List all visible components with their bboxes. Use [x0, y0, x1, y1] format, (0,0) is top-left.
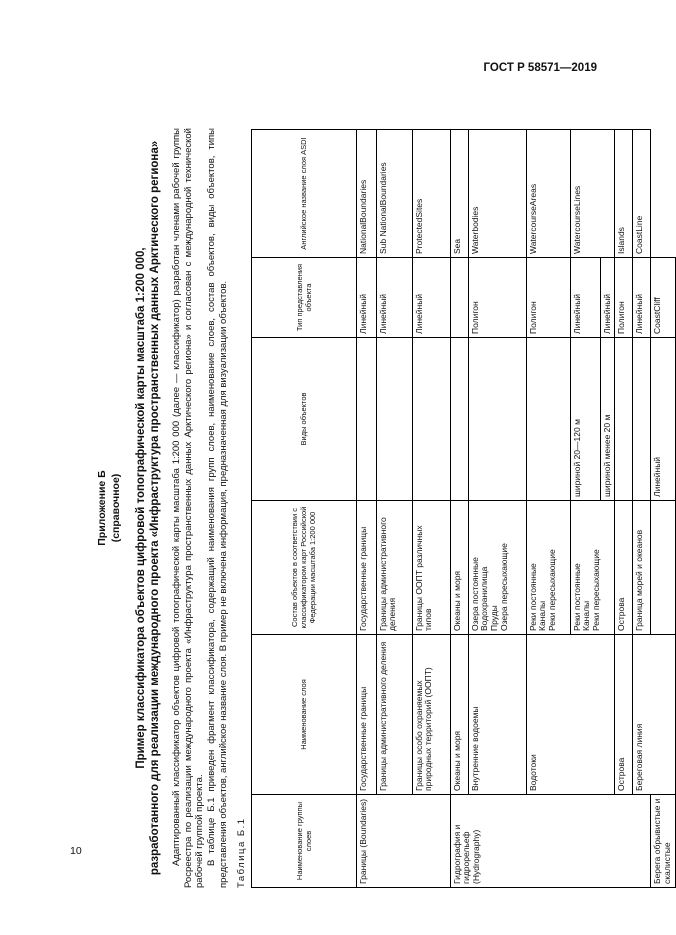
type-cell: Линейный — [651, 338, 676, 501]
layer-cell: Океаны и моря — [450, 635, 468, 795]
english-cell: ProtectedSites — [412, 130, 450, 258]
header-composition: Состав объектов в соответствии с классификатором карт Российской Федерации масштаба 1:200 000 — [251, 501, 356, 635]
kinds-cell — [412, 338, 450, 501]
type-cell: Полигон — [615, 258, 633, 338]
kinds-cell — [651, 501, 676, 635]
type-cell: Полигон — [468, 258, 526, 338]
english-cell: WatercourseAreas — [526, 130, 570, 258]
kinds-cell — [376, 338, 412, 501]
table-row — [450, 130, 468, 888]
paragraph: Адаптированный классификатор объектов цифровой топографической карты масштаба 1:200 000 (далее — классификатор) разработан членами рабочей группы Росреестра по реализации международного проекта «Инфраструктура пространственных данных Арктического региона» и согласован с международной технической рабочей группой проекта. — [171, 128, 206, 888]
layer-cell: Внутренние водоемы — [468, 635, 526, 795]
page-number: 10 — [70, 845, 82, 857]
table-row — [615, 130, 633, 888]
layer-cell: Береговая линия — [633, 635, 676, 795]
kinds-cell — [615, 338, 633, 501]
english-cell: Islands — [615, 130, 633, 258]
header-layer: Наименование слоя — [251, 635, 356, 795]
english-cell: CoastLine — [633, 130, 651, 258]
layer-cell: Границы особо охраняемых природных территорий (ООПТ) — [412, 635, 450, 795]
intro-text — [171, 128, 230, 888]
appendix-title — [134, 128, 162, 888]
kinds-cell — [468, 338, 526, 501]
kinds-cell: шириной менее 20 м — [600, 338, 615, 501]
english-cell: Waterbodies — [468, 130, 526, 258]
header-english: Английское название слоя ASDI — [251, 130, 356, 258]
type-cell: Линейный — [600, 258, 615, 338]
type-cell: Полигон — [526, 258, 570, 338]
table-caption: Таблица Б.1 — [235, 817, 247, 888]
layer-cell: Государственные границы — [356, 635, 376, 795]
kinds-cell: шириной 20—120 м — [570, 338, 600, 501]
appendix-title-line-1: Пример классификатора объектов цифровой топографической карты масштаба 1:200 000, — [135, 247, 147, 769]
english-cell: NationalBoundaries — [356, 130, 376, 258]
layer-cell: Границы административного деления — [376, 635, 412, 795]
kinds-cell — [633, 338, 651, 501]
header-group: Наименование группы слоев — [251, 795, 356, 888]
table-row — [376, 130, 412, 888]
type-cell: Линейный — [356, 258, 376, 338]
group-cell: Гидрография и гидрорельеф (Hydrography) — [450, 795, 651, 888]
table-row — [356, 130, 376, 888]
composition-cell: Реки постоянные Каналы Реки пересыхающие — [570, 501, 615, 635]
table-row — [468, 130, 526, 888]
composition-cell: Острова — [615, 501, 633, 635]
composition-cell: Граница морей и океанов — [633, 501, 651, 635]
composition-cell: Реки постоянные Каналы Реки пересыхающие — [526, 501, 570, 635]
composition-cell: Границы административного деления — [376, 501, 412, 635]
composition-cell: Границы ООПТ различных типов — [412, 501, 450, 635]
english-cell: Sea — [450, 130, 468, 258]
english-cell: WatercourseLines — [570, 130, 615, 258]
layer-cell: Острова — [615, 635, 633, 795]
type-cell: Линейный — [633, 258, 651, 338]
english-cell: CoastCliff — [651, 258, 676, 338]
english-cell: Sub NationalBoundaries — [376, 130, 412, 258]
composition-cell: Озера постоянные Водохранилища Пруды Озера пересыхающие — [468, 501, 526, 635]
kinds-cell — [526, 338, 570, 501]
composition-cell: Берега обрывистые и скалистые — [651, 795, 676, 888]
type-cell: Линейный — [412, 258, 450, 338]
type-cell: Линейный — [376, 258, 412, 338]
kinds-cell — [356, 338, 376, 501]
header-kinds: Виды объектов — [251, 338, 356, 501]
table-row — [526, 130, 570, 888]
rotated-page-content — [94, 128, 673, 888]
layer-cell: Водотоки — [526, 635, 615, 795]
type-cell — [450, 258, 468, 338]
composition-cell: Государственные границы — [356, 501, 376, 635]
appendix-label: Приложение Б — [96, 470, 108, 546]
type-cell: Линейный — [570, 258, 600, 338]
table-row — [412, 130, 450, 888]
document-standard-number: ГОСТ Р 58571—2019 — [483, 62, 597, 74]
table-row — [633, 130, 651, 888]
composition-cell: Океаны и моря — [450, 501, 468, 635]
appendix-title-line-2: разработанного для реализации международного проекта «Инфраструктура пространственных данных Арктического региона» — [149, 140, 161, 876]
paragraph: В таблице Б.1 приведен фрагмент классификатора, содержащий наименования групп слоев, наименование слоев, состав объектов, виды объектов, типы представления объектов, английское название слоя. В пример не включена информация, предназначенная для визуализации объектов. — [206, 128, 229, 888]
classifier-table — [251, 129, 676, 888]
group-cell: Границы (Boundaries) — [356, 795, 450, 888]
kinds-cell — [450, 338, 468, 501]
appendix-kind: (справочное) — [110, 473, 122, 543]
header-type: Тип представления объекта — [251, 258, 356, 338]
table-header-row — [251, 130, 356, 888]
